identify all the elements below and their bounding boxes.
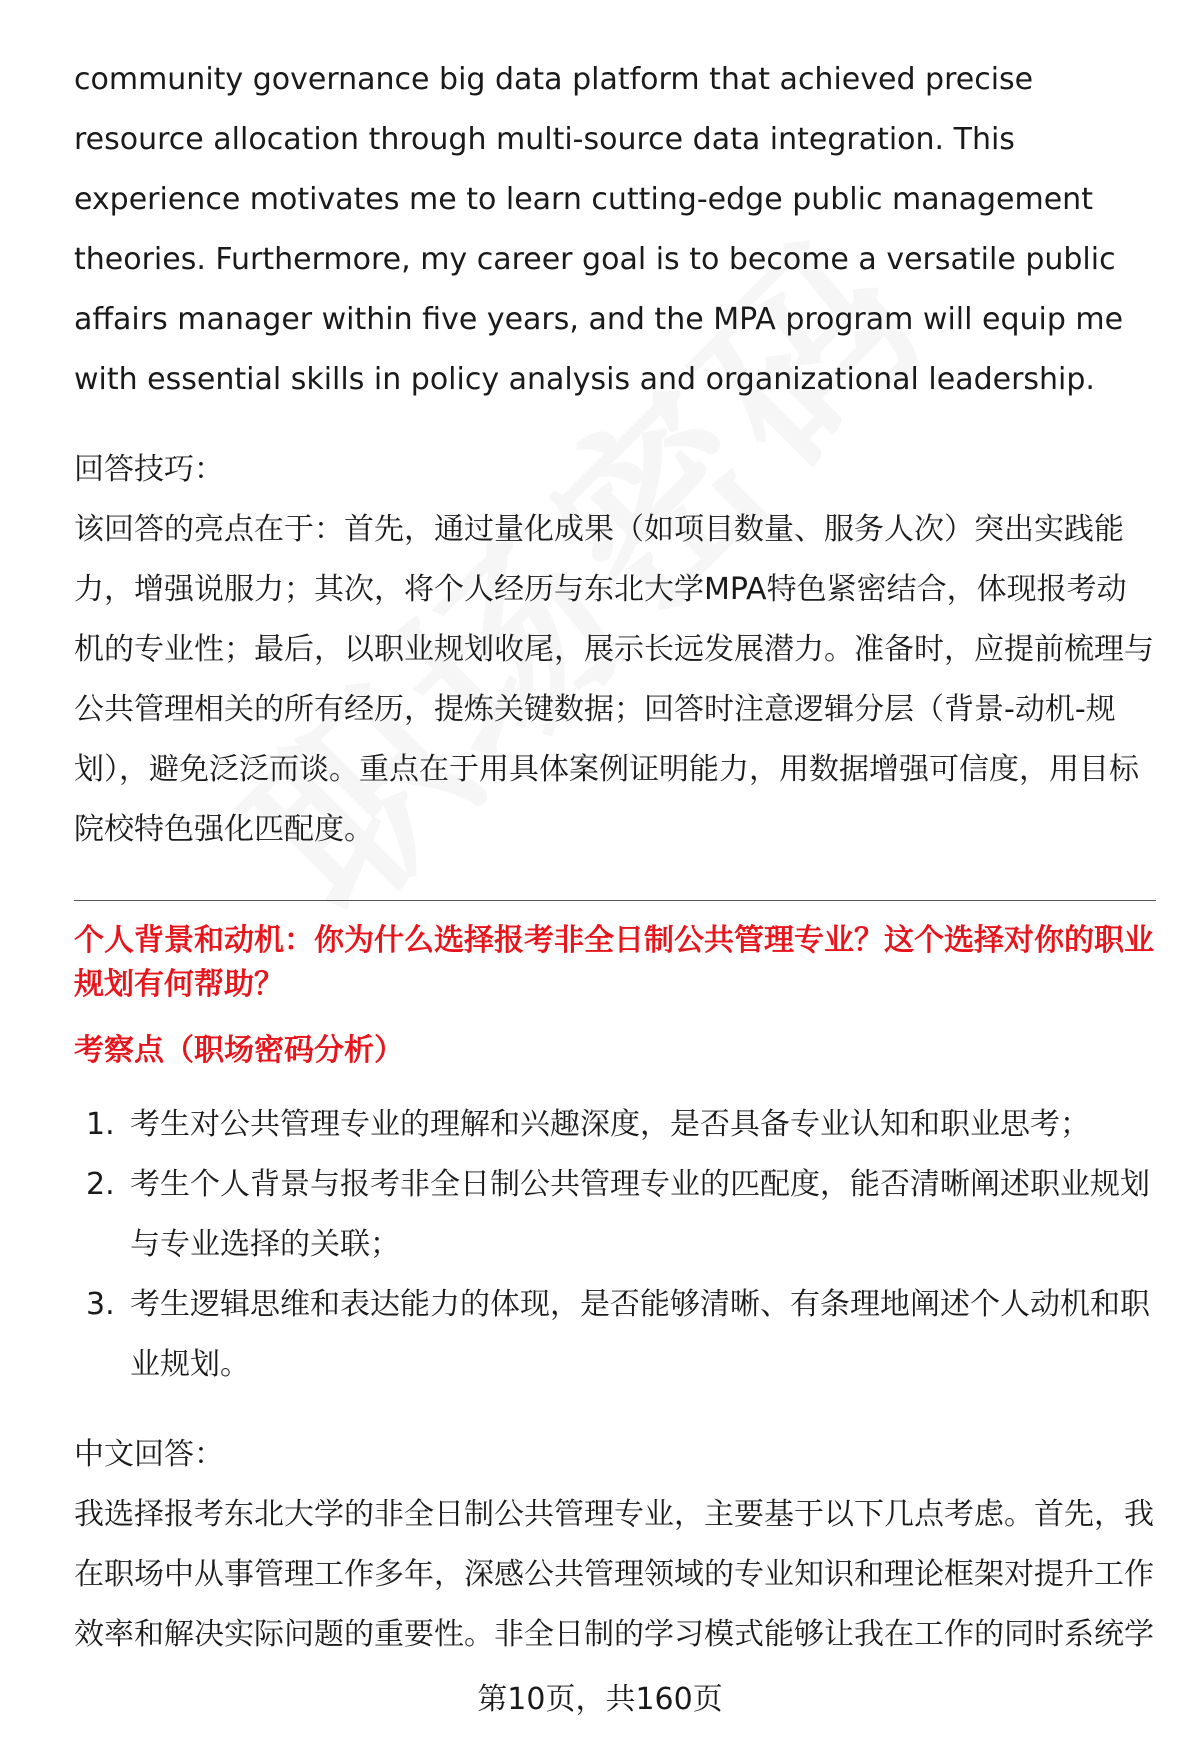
list-item [74, 1155, 1156, 1275]
list-text: 考生对公共管理专业的理解和兴趣深度，是否具备专业认知和职业思考； [130, 1107, 1090, 1142]
tips-label: 回答技巧： [74, 452, 224, 487]
list-item [74, 1095, 1156, 1155]
chinese-answer-label: 中文回答： [74, 1437, 224, 1472]
list-item [74, 1275, 1156, 1395]
analysis-heading: 考察点（职场密码分析） [74, 1033, 404, 1068]
chinese-answer-text: 我选择报考东北大学的非全日制公共管理专业，主要基于以下几点考虑。首先，我在职场中从事管理工作多年，深感公共管理领域的专业知识和理论框架对提升工作效率和解决实际问题的重要性。非全日制的学习模式能够让我在工作的同时系统学 [74, 1497, 1154, 1652]
list-text: 考生个人背景与报考非全日制公共管理专业的匹配度，能否清晰阐述职业规划与专业选择的关联； [130, 1167, 1150, 1262]
page-footer: 第10页，共160页 [477, 1682, 723, 1717]
tips-text: 该回答的亮点在于：首先，通过量化成果（如项目数量、服务人次）突出实践能力，增强说服力；其次，将个人经历与东北大学MPA特色紧密结合，体现报考动机的专业性；最后，以职业规划收尾，展示长远发展潜力。准备时，应提前梳理与公共管理相关的所有经历，提炼关键数据；回答时注意逻辑分层（背景-动机-规划），避免泛泛而谈。重点在于用具体案例证明能力，用数据增强可信度，用目标院校特色强化匹配度。 [74, 512, 1154, 847]
section-divider [74, 900, 1156, 901]
list-number: 2. [86, 1167, 115, 1202]
question-title: 个人背景和动机：你为什么选择报考非全日制公共管理专业？这个选择对你的职业规划有何帮助？ [74, 923, 1154, 1002]
intro-paragraph: community governance big data platform that achieved precise resource allocation through multi-source data integration. This experience motivates me to learn cutting-edge public management theories. Furthermore, my career goal is to become a versatile public affairs manager within five years, and the MPA program will equip me with essential skills in policy analysis and organizational leadership. [74, 62, 1124, 397]
list-number: 1. [86, 1107, 115, 1142]
analysis-points-list [74, 1095, 1156, 1395]
page-content [74, 50, 1156, 1665]
list-text: 考生逻辑思维和表达能力的体现，是否能够清晰、有条理地阐述个人动机和职业规划。 [130, 1287, 1150, 1382]
list-number: 3. [86, 1287, 115, 1322]
